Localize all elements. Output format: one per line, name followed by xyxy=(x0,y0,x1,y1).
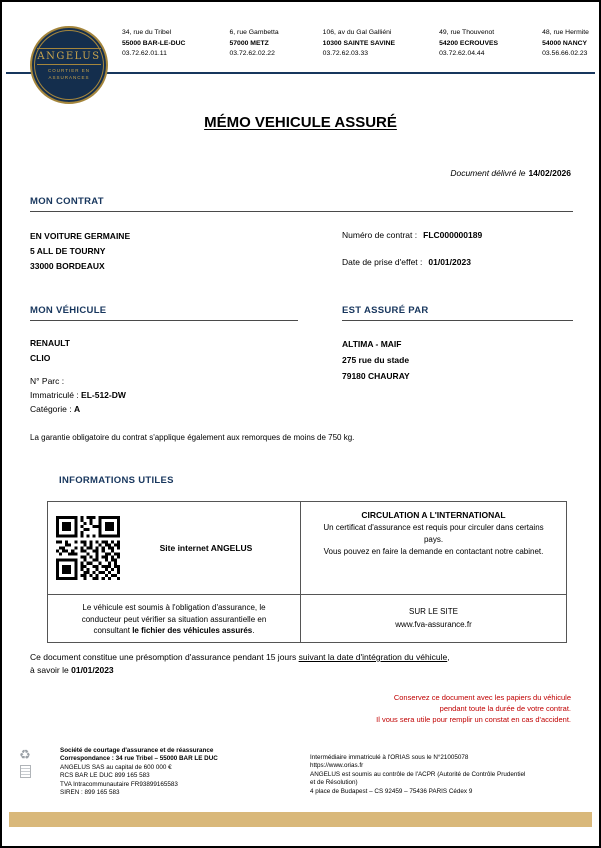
international-body-1: Un certificat d'assurance est requis pour circuler dans certains pays. xyxy=(323,523,544,544)
agency-phone: 03.56.66.02.23 xyxy=(542,50,588,58)
footer-right-line: et de Résolution) xyxy=(310,779,358,787)
recycle-icon: ♻ xyxy=(19,747,31,762)
vehicle-model: CLIO xyxy=(30,352,51,363)
effect-date-row xyxy=(342,257,471,267)
contract-number-value: FLC000000189 xyxy=(423,230,483,240)
international-body-2: Vous pouvez en faire la demande en contactant notre cabinet. xyxy=(323,546,544,556)
presumption-underlined: suivant la date d'intégration du véhicule xyxy=(298,652,448,662)
agency-city: 54200 ECROUVES xyxy=(439,39,499,47)
contract-number-label: Numéro de contrat : xyxy=(342,230,418,240)
agency-column xyxy=(323,28,395,60)
footer-right-line: Intermédiaire immatriculé à l'ORIAS sous le N°21005078 xyxy=(310,754,469,761)
vehicle-details xyxy=(30,374,126,416)
site-label: SUR LE SITE xyxy=(409,606,458,616)
vehicle-category-row: Catégorie : A xyxy=(30,404,81,414)
agency-address: 34, rue du Tribel xyxy=(122,29,172,36)
document-icon xyxy=(20,765,31,778)
trailer-note: La garantie obligatoire du contrat s'applique également aux remorques de moins de 750 kg. xyxy=(30,433,355,442)
agency-city: 57000 METZ xyxy=(229,39,269,47)
international-cell xyxy=(300,502,566,594)
agency-phone: 03.72.62.03.33 xyxy=(322,50,369,58)
international-title: CIRCULATION A L'INTERNATIONAL xyxy=(361,510,506,520)
vehicle-make: RENAULT xyxy=(30,338,70,348)
holder-street: 5 ALL DE TOURNY xyxy=(30,246,106,256)
eco-print-icon xyxy=(15,748,35,778)
contract-holder xyxy=(30,229,130,274)
delivery-label: Document délivré le xyxy=(450,168,526,178)
agency-address: 48, rue Hermite xyxy=(542,29,589,36)
logo-subtitle: COURTIER EN ASSURANCES xyxy=(48,68,90,80)
qr-code-icon xyxy=(56,516,120,580)
footer-left-line: TVA Intracommunautaire FR93899165583 xyxy=(60,780,178,788)
site-cell xyxy=(300,594,566,642)
fva-site-link[interactable]: www.fva-assurance.fr xyxy=(395,619,472,629)
agency-city: 54000 NANCY xyxy=(542,39,588,47)
angelus-logo xyxy=(30,26,108,104)
footer-left-line: RCS BAR LE DUC 899 165 583 xyxy=(60,772,150,780)
footer-right-line: ANGELUS est soumis au contrôle de l'ACPR (Autorité de Contrôle Prudentiel xyxy=(310,770,526,778)
effect-date-value: 01/01/2023 xyxy=(428,257,471,267)
fva-cell: Le véhicule est soumis à l'obligation d'assurance, le conducteur peut vérifier sa situation assurantielle en consultant le fichier des véhicules assurés. xyxy=(48,594,300,642)
agency-phone: 03.72.62.01.11 xyxy=(122,50,167,58)
red-notice-line: Conservez ce document avec les papiers du véhicule xyxy=(393,693,571,702)
contract-rule xyxy=(30,211,573,212)
fva-bold-text: le fichier des véhicules assurés xyxy=(132,626,253,636)
insurer-city: 79180 CHAURAY xyxy=(342,371,410,381)
section-heading-insurer: EST ASSURÉ PAR xyxy=(342,305,429,316)
insurer-address xyxy=(342,336,410,384)
agency-address: 6, rue Gambetta xyxy=(229,29,279,36)
insurer-rule xyxy=(342,320,573,321)
agency-column xyxy=(439,28,498,60)
insurer-name: ALTIMA - MAIF xyxy=(342,339,402,349)
vehicle-parc-row: N° Parc : xyxy=(30,376,65,386)
agency-column xyxy=(230,28,279,60)
insurer-street: 275 rue du stade xyxy=(342,355,410,365)
agency-list xyxy=(122,28,589,60)
red-notice-line: pendant toute la durée de votre contrat. xyxy=(439,703,571,713)
presumption-date: 01/01/2023 xyxy=(71,665,114,676)
footer-left-line: SIREN : 899 165 583 xyxy=(60,789,120,797)
info-table xyxy=(47,501,567,643)
section-heading-contract: MON CONTRAT xyxy=(30,196,104,207)
footer-company-block xyxy=(60,747,218,797)
vehicle-rule xyxy=(30,320,298,321)
section-heading-vehicle: MON VÉHICULE xyxy=(30,305,107,316)
vehicle-category-value: A xyxy=(73,404,81,414)
holder-name: EN VOITURE GERMAINE xyxy=(30,231,131,241)
delivery-date: 14/02/2026 xyxy=(528,168,571,178)
agency-address: 49, rue Thouvenot xyxy=(439,29,495,36)
agency-address: 106, av du Gal Galliéni xyxy=(322,29,392,36)
footer-left-line: ANGELUS SAS au capital de 600 000 € xyxy=(60,763,172,771)
orias-link[interactable]: https://www.orias.fr xyxy=(310,762,364,770)
delivery-date-line xyxy=(450,168,571,178)
footer-regulatory-block xyxy=(310,754,525,796)
agency-phone: 03.72.62.04.44 xyxy=(439,50,485,58)
contract-number-row xyxy=(342,230,482,240)
logo-name: ANGELUS xyxy=(37,48,100,65)
effect-date-label: Date de prise d'effet : xyxy=(342,257,423,267)
agency-city: 55000 BAR-LE-DUC xyxy=(122,39,186,47)
page-title: MÉMO VEHICULE ASSURÉ xyxy=(204,114,397,131)
vehicle-immat-value: EL-512-DW xyxy=(81,390,126,400)
agency-column xyxy=(122,28,185,60)
presumption-paragraph: Ce document constitue une présomption d'assurance pendant 15 jours suivant la date d'intégration du véhicule, à savoir le 01/01/2023 xyxy=(30,652,450,676)
qr-cell xyxy=(48,502,300,594)
agency-city: 10300 SAINTE SAVINE xyxy=(322,39,396,47)
footer-left-line: Correspondance : 34 rue Tribel – 55000 BAR LE DUC xyxy=(60,755,218,763)
red-notice-line: Il vous sera utile pour remplir un constat en cas d'accident. xyxy=(376,714,571,724)
footer-right-line: 4 place de Budapest – CS 92459 – 75436 PARIS Cédex 9 xyxy=(310,787,473,795)
footer-left-line: Société de courtage d'assurance et de réassurance xyxy=(60,747,214,754)
footer-gold-bar xyxy=(9,812,592,827)
agency-phone: 03.72.62.02.22 xyxy=(229,50,275,58)
qr-caption: Site internet ANGELUS xyxy=(159,543,253,553)
vehicle-make-model xyxy=(30,336,70,365)
section-heading-info: INFORMATIONS UTILES xyxy=(59,475,174,486)
vehicle-immat-row: Immatriculé : EL-512-DW xyxy=(30,390,126,400)
holder-city: 33000 BORDEAUX xyxy=(30,261,105,271)
agency-column xyxy=(542,28,589,60)
red-notice xyxy=(376,693,571,726)
